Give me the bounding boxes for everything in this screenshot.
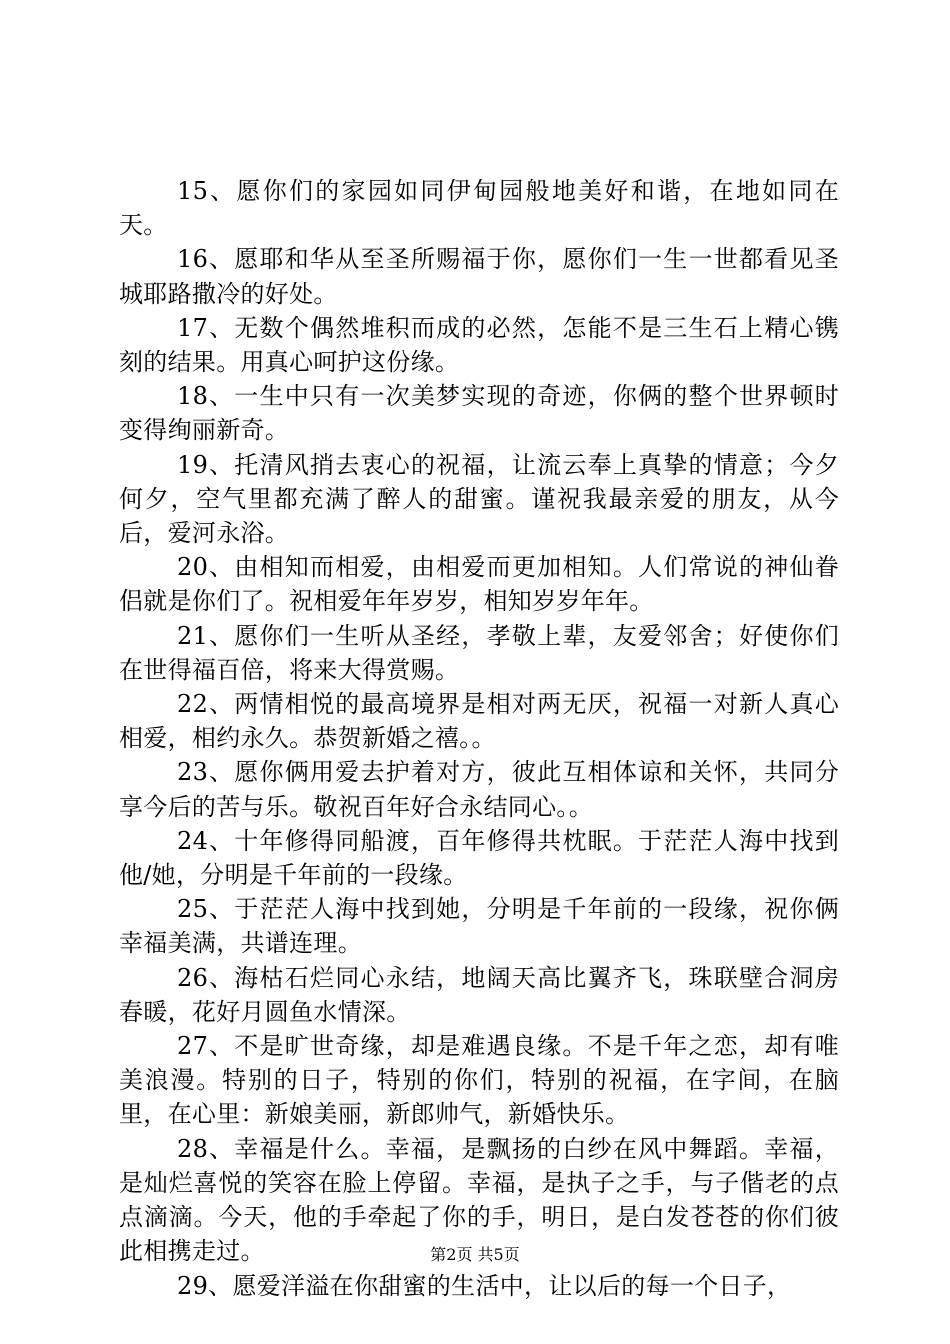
paragraph-16: 16、愿耶和华从至圣所赐福于你，愿你们一生一世都看见圣城耶路撒冷的好处。 xyxy=(119,245,839,308)
paragraph-18: 18、一生中只有一次美梦实现的奇迹，你俩的整个世界顿时变得绚丽新奇。 xyxy=(119,382,839,445)
paragraph-25: 25、于茫茫人海中找到她，分明是千年前的一段缘，祝你俩幸福美满，共谱连理。 xyxy=(119,895,839,958)
paragraph-17: 17、无数个偶然堆积而成的必然，怎能不是三生石上精心镌刻的结果。用真心呵护这份缘。 xyxy=(119,313,839,377)
paragraph-22: 22、两情相悦的最高境界是相对两无厌，祝福一对新人真心相爱，相约永久。恭贺新婚之禧。。 xyxy=(119,690,839,753)
paragraph-29: 29、愿爱洋溢在你甜蜜的生活中，让以后的每一个日子， xyxy=(177,1271,792,1300)
paragraph-26: 26、海枯石烂同心永结，地阔天高比翼齐飞，珠联壁合洞房春暖，花好月圆鱼水情深。 xyxy=(119,963,839,1026)
paragraph-27: 27、不是旷世奇缘，却是难遇良缘。不是千年之恋，却有唯美浪漫。特别的日子，特别的你们，特别的祝福，在字间，在脑里，在心里：新娘美丽，新郎帅气，新婚快乐。 xyxy=(119,1032,839,1129)
document-body xyxy=(119,174,839,1303)
paragraph-15: 15、愿你们的家园如同伊甸园般地美好和谐，在地如同在天。 xyxy=(119,177,839,240)
paragraph-23: 23、愿你俩用爱去护着对方，彼此互相体谅和关怀，共同分享今后的苦与乐。敬祝百年好合永结同心。。 xyxy=(119,758,839,821)
paragraph-19: 19、托清风捎去衷心的祝福，让流云奉上真挚的情意；今夕何夕，空气里都充满了醉人的甜蜜。谨祝我最亲爱的朋友，从今后，爱河永浴。 xyxy=(119,450,839,548)
paragraph-28: 28、幸福是什么。幸福，是飘扬的白纱在风中舞蹈。幸福，是灿烂喜悦的笑容在脸上停留。幸福，是执子之手，与子偕老的点点滴滴。今天，他的手牵起了你的手，明日，是白发苍苍的你们彼此相携走过。 xyxy=(119,1134,839,1266)
paragraph-20: 20、由相知而相爱，由相爱而更加相知。人们常说的神仙眷侣就是你们了。祝相爱年年岁岁，相知岁岁年年。 xyxy=(119,553,839,616)
page-footer xyxy=(0,1244,950,1266)
page-indicator: 第2页 共5页 xyxy=(430,1245,520,1264)
paragraph-24: 24、十年修得同船渡，百年修得共枕眠。于茫茫人海中找到他/她，分明是千年前的一段缘。 xyxy=(119,826,839,890)
paragraph-21: 21、愿你们一生听从圣经，孝敬上辈，友爱邻舍；好使你们在世得福百倍，将来大得赏赐。 xyxy=(119,621,839,684)
